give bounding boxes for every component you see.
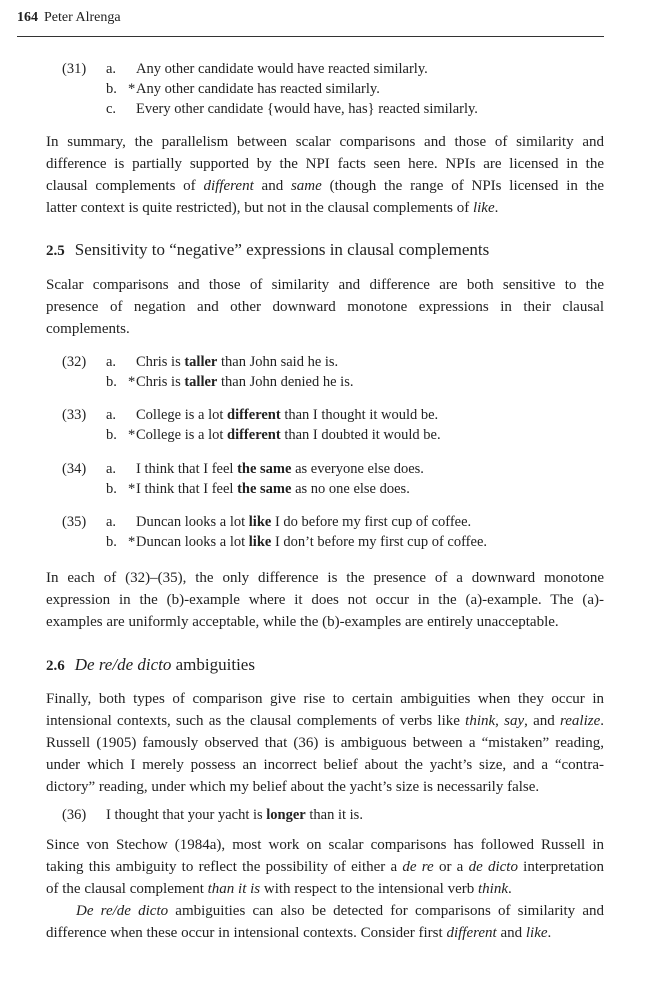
text-line [46,900,604,922]
item-letter: a. [106,514,117,530]
bold-term: like [248,514,272,530]
example-text: Any other candidate would have reacted similarly. [136,61,428,77]
example-text [128,425,441,445]
text-line: In each of (32)–(35), the only difference is the presence of a downward monotone [46,570,604,586]
item-letter: a. [106,407,117,423]
text-line: complements. [46,321,130,337]
text-run: I thought that your yacht is [106,807,267,823]
text-run: I do before my first cup of coffee. [271,514,472,530]
text-line: Russell (1905) famously observed that (36) is ambiguous between a “mistaken” reading, [46,735,604,751]
text-run: than I thought it would be. [280,407,439,423]
text-line: expression in the (b)-example where it does not occur in the (a)-example. The (a)- [46,592,604,608]
text-run: Duncan looks a lot [136,514,249,530]
paragraph-since [46,834,604,944]
italic-term: like [472,200,495,216]
ungrammatical-star: * [128,534,136,550]
paragraph-finally [46,688,604,798]
italic-term: think [477,881,508,897]
text-run: Chris is [136,354,185,370]
section-title-italic: De re/de dicto [74,655,172,674]
example-text [128,479,410,499]
text-line: under which I merely possess an incorrect belief about the yacht’s size, and a “contra- [46,757,604,773]
italic-term: different [446,925,497,941]
italic-term: say [504,713,525,729]
ungrammatical-star: * [128,427,136,443]
text-line: Since von Stechow (1984a), most work on scalar comparisons has followed Russell in [46,837,604,853]
text-run: of the clausal complement [46,881,208,897]
italic-term: realize [559,713,601,729]
text-run: ambiguities can also be detected for comparisons of similarity and [168,903,604,919]
text-run: , and [524,713,560,729]
text-line: difference is partially supported by the NPI facts seen here. NPIs are licensed in the [46,156,604,172]
section-number: 2.5 [46,243,65,259]
example-text-content: Any other candidate has reacted similarly. [136,81,380,97]
section-title: ambiguities [171,655,255,674]
text-run: . [507,881,512,897]
item-letter: b. [106,481,117,497]
example-number: (31) [62,61,87,77]
bold-term: longer [266,807,306,823]
text-line: examples are uniformly acceptable, while the (b)-examples are entirely unacceptable. [46,614,559,630]
example-number: (33) [62,407,87,423]
item-letter: a. [106,354,117,370]
text-run: or a [433,859,469,875]
ungrammatical-star: * [128,81,136,97]
text-line [46,710,604,732]
text-run: than John denied he is. [217,374,354,390]
text-line: Finally, both types of comparison give rise to certain ambiguities when they occur in [46,691,604,707]
bold-term: different [227,427,281,443]
text-line: dictory” reading, under which my belief about the yacht’s size is necessarily false. [46,779,540,795]
example-number: (35) [62,514,87,530]
text-run: latter context is quite restricted), but not in the clausal complements of [46,200,473,216]
italic-term: de re [402,859,434,875]
text-line: presence of negation and other downward monotone expressions in their clausal [46,299,604,315]
text-run: than John said he is. [217,354,339,370]
text-run: interpretation [517,859,604,875]
text-run: and [496,925,526,941]
example-text: Every other candidate {would have, has} reacted similarly. [136,101,478,117]
item-letter: a. [106,461,117,477]
text-run: I think that I feel [136,481,238,497]
text-line [46,175,604,197]
bold-term: taller [184,374,218,390]
section-heading-2-5 [46,240,489,260]
bold-term: different [227,407,281,423]
item-letter: b. [106,374,117,390]
italic-term: like [525,925,548,941]
bold-term: like [248,534,272,550]
text-run: and [253,178,291,194]
example-number: (32) [62,354,87,370]
paragraph-summary [46,131,604,219]
text-line [46,197,604,219]
text-line [46,856,604,878]
item-letter: b. [106,81,117,97]
bold-term: taller [184,354,218,370]
ungrammatical-star: * [128,481,136,497]
text-run: Duncan looks a lot [136,534,249,550]
paragraph-each-of [46,567,604,633]
text-run: intensional contexts, such as the clausal complements of verbs like [46,713,466,729]
text-line [46,922,604,944]
example-text [128,532,488,552]
bold-term: the same [237,461,292,477]
example-text [128,372,354,392]
text-run: I don’t before my first cup of coffee. [271,534,488,550]
text-run: than I doubted it would be. [280,427,441,443]
text-line [46,878,604,900]
text-line: In summary, the parallelism between scalar comparisons and those of similarity and [46,134,604,150]
example-text [128,79,380,99]
text-run: than it is. [305,807,363,823]
example-number: (34) [62,461,87,477]
ungrammatical-star: * [128,374,136,390]
item-letter: b. [106,534,117,550]
text-run: . [494,200,499,216]
item-letter: a. [106,61,117,77]
text-line: Scalar comparisons and those of similarity and difference are both sensitive to the [46,277,604,293]
bold-term: the same [237,481,292,497]
text-run: as no one else does. [291,481,410,497]
italic-term: De re/de dicto [76,903,169,919]
text-run: with respect to the intensional verb [260,881,478,897]
text-run: College is a lot [136,427,228,443]
example-text [136,352,338,372]
text-run: Chris is [136,374,185,390]
text-run: taking this ambiguity to reflect the possibility of either a [46,859,403,875]
text-run: , [495,713,505,729]
section-heading-2-6 [46,655,255,675]
running-author: Peter Alrenga [44,10,121,25]
text-run: . [600,713,604,729]
italic-term: same [290,178,322,194]
italic-term: different [203,178,254,194]
example-text [106,805,363,825]
text-run: I think that I feel [136,461,238,477]
text-run: as everyone else does. [291,461,424,477]
text-run: . [547,925,552,941]
text-run: clausal complements of [46,178,204,194]
example-number: (36) [62,807,87,823]
text-run: (though the range of NPIs licensed in the [321,178,604,194]
example-text [136,405,438,425]
running-header [17,10,604,37]
section-title: Sensitivity to “negative” expressions in clausal complements [74,240,490,259]
section-number: 2.6 [46,658,65,674]
example-text [136,459,424,479]
paragraph-sensitivity [46,274,604,340]
page-number: 164 [17,10,38,25]
text-run: difference when these occur in intensional contexts. Consider first [46,925,447,941]
item-letter: b. [106,427,117,443]
italic-term: than it is [207,881,261,897]
italic-term: think [465,713,496,729]
example-text [136,512,471,532]
item-letter: c. [106,101,117,117]
italic-term: de dicto [468,859,518,875]
text-run: College is a lot [136,407,228,423]
